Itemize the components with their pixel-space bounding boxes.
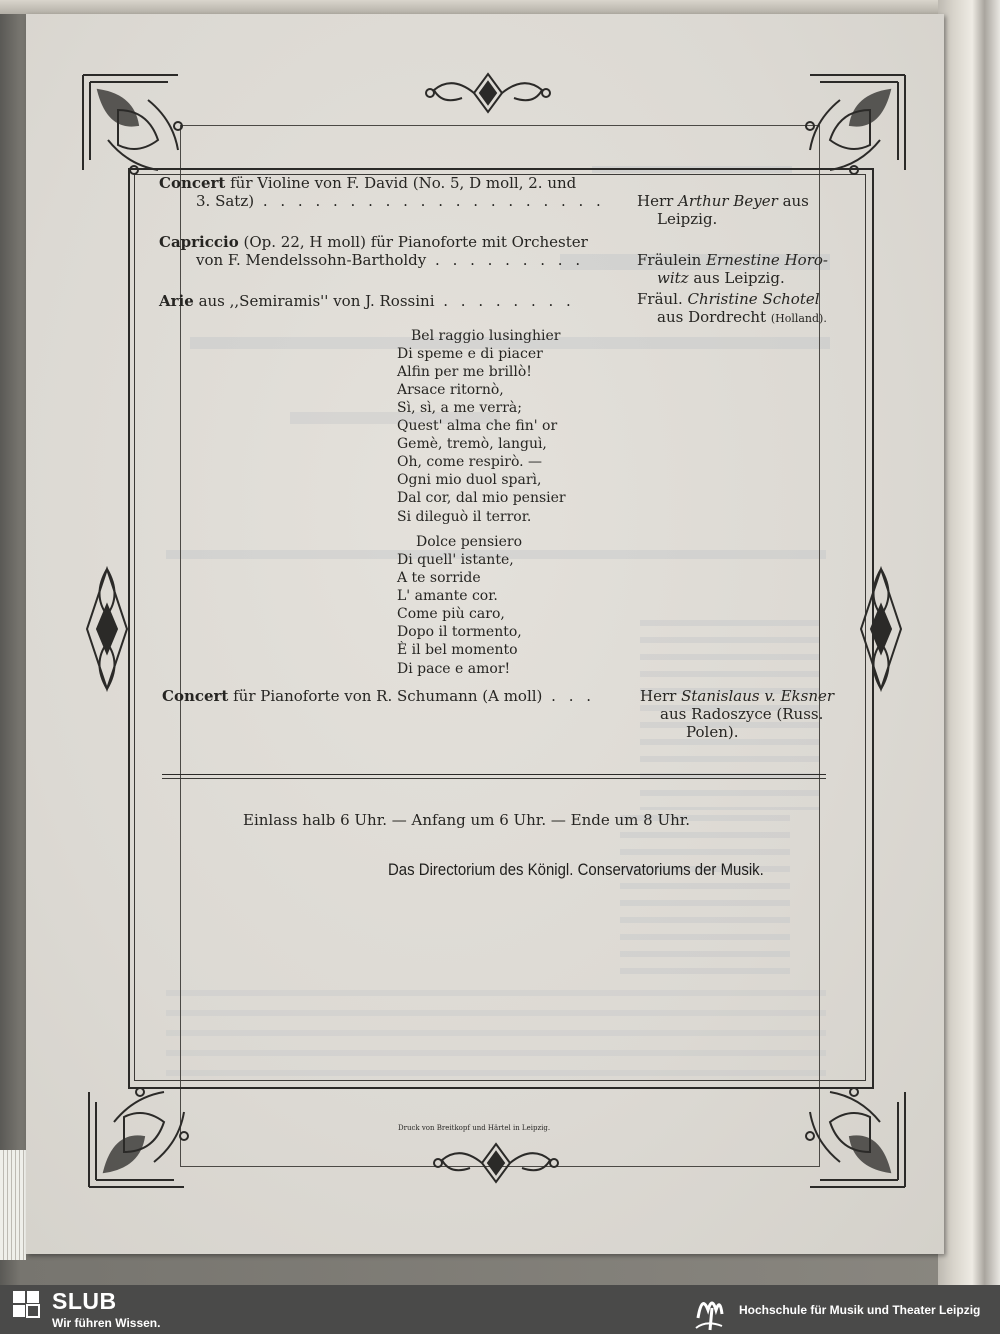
lyric-line: Gemè, tremò, languì, bbox=[397, 436, 547, 452]
programme-item-4-origin: aus Radoszyce (Russ. bbox=[660, 705, 824, 723]
corner-ornament-bottom-left bbox=[84, 1082, 194, 1192]
programme-item-1-title: Concert bbox=[159, 174, 226, 192]
side-ornament-right bbox=[856, 565, 906, 693]
lyric-line: Oh, come respirò. — bbox=[397, 454, 543, 470]
programme-item-3-origin: aus Dordrecht (Holland). bbox=[657, 308, 827, 326]
programme-item-1-origin: Leipzig. bbox=[657, 210, 718, 228]
programme-item-4-title: Concert bbox=[162, 687, 229, 705]
programme-item-2-line1: Capriccio (Op. 22, H moll) für Pianoforte mit Orchester bbox=[159, 233, 588, 251]
lyric-line: Ogni mio duol sparì, bbox=[397, 472, 542, 488]
programme-item-1-performer: Herr Arthur Beyer aus bbox=[637, 192, 809, 210]
corner-ornament-top-left bbox=[78, 70, 188, 180]
hmt-institution-name[interactable]: Hochschule für Musik und Theater Leipzig bbox=[739, 1303, 981, 1317]
programme-item-1-line1: Concert für Violine von F. David (No. 5, D moll, 2. und bbox=[159, 174, 577, 192]
slub-brand[interactable]: SLUB bbox=[52, 1288, 117, 1314]
top-center-ornament bbox=[422, 70, 554, 116]
programme-item-4-origin-2: Polen). bbox=[686, 723, 739, 741]
lyric-line: Dopo il tormento, bbox=[397, 624, 522, 640]
lyric-line: Alfin per me brillò! bbox=[397, 364, 532, 380]
bottom-center-ornament bbox=[430, 1140, 562, 1186]
programme-item-2-origin: witz aus Leipzig. bbox=[657, 269, 785, 287]
admission-times: Einlass halb 6 Uhr. — Anfang um 6 Uhr. — Ende um 8 Uhr. bbox=[243, 811, 691, 829]
lyric-line: Dal cor, dal mio pensier bbox=[397, 490, 566, 506]
lyric-line: Di quell' istante, bbox=[397, 552, 514, 568]
lyric-line: Bel raggio lusinghier bbox=[411, 328, 561, 344]
scan-top-strip bbox=[0, 0, 1000, 14]
hmt-logo-icon[interactable] bbox=[692, 1288, 728, 1332]
corner-ornament-top-right bbox=[800, 70, 910, 180]
lyric-line: L' amante cor. bbox=[397, 588, 498, 604]
divider-rule-thin bbox=[162, 778, 826, 779]
programme-item-2-title: Capriccio bbox=[159, 233, 239, 251]
book-edge-left bbox=[0, 1150, 26, 1260]
programme-item-2-performer: Fräulein Ernestine Horo- bbox=[637, 251, 828, 269]
programme-item-3-performer: Fräul. Christine Schotel bbox=[637, 290, 820, 308]
programme-item-4-line1: Concert für Pianoforte von R. Schumann (A moll) . . . bbox=[162, 687, 596, 705]
lyric-line: Di speme e di piacer bbox=[397, 346, 543, 362]
programme-item-1-line2: 3. Satz) . . . . . . . . . . . . . . . . . . . . bbox=[196, 192, 605, 210]
lyric-line: Come più caro, bbox=[397, 606, 505, 622]
programme-item-3-title: Arie bbox=[159, 292, 194, 310]
lyric-line: Quest' alma che fin' or bbox=[397, 418, 558, 434]
lyric-line: Arsace ritornò, bbox=[397, 382, 504, 398]
lyric-line: A te sorride bbox=[397, 570, 481, 586]
slub-logo-icon[interactable] bbox=[11, 1289, 41, 1319]
printer-imprint: Druck von Breitkopf und Härtel in Leipzig. bbox=[398, 1124, 551, 1132]
programme-item-3-line1: Arie aus ,,Semiramis'' von J. Rossini . . . . . . . . bbox=[159, 292, 575, 310]
signature-directorium: Das Directorium des Königl. Conservatoriums der Musik. bbox=[388, 860, 764, 879]
lyric-line: È il bel momento bbox=[397, 642, 518, 658]
side-ornament-left bbox=[82, 565, 132, 693]
programme-item-4-performer: Herr Stanislaus v. Eksner bbox=[640, 687, 835, 705]
lyric-line: Dolce pensiero bbox=[416, 534, 523, 550]
lyric-line: Si dileguò il terror. bbox=[397, 509, 532, 525]
slub-tagline: Wir führen Wissen. bbox=[52, 1316, 161, 1330]
lyric-line: Di pace e amor! bbox=[397, 661, 511, 677]
book-edge-right bbox=[938, 0, 1000, 1285]
programme-item-2-line2: von F. Mendelssohn-Bartholdy . . . . . . . . . bbox=[196, 251, 585, 269]
lyric-line: Sì, sì, a me verrà; bbox=[397, 400, 522, 416]
divider-rule bbox=[162, 774, 826, 775]
corner-ornament-bottom-right bbox=[800, 1082, 910, 1192]
